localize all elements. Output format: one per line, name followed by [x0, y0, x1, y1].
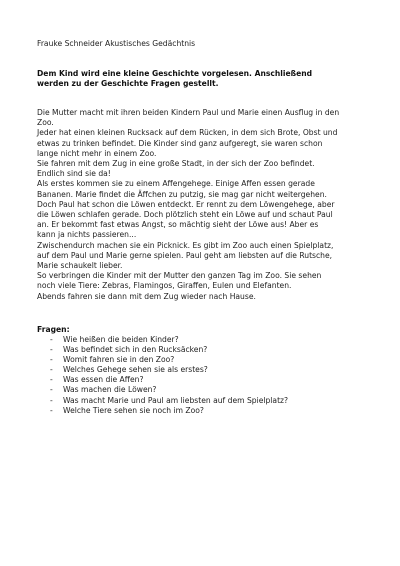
story-line: Die Mutter macht mit ihren beiden Kindern Paul und Marie einen Ausflug in den: [37, 108, 340, 117]
question-item: [50, 365, 288, 375]
list-dash: -: [50, 365, 53, 375]
question-item: [50, 406, 288, 416]
list-dash: -: [50, 405, 53, 415]
story-line: an. Er bekommt fast etwas Angst, so mächtig sieht der Löwe aus! Aber es: [37, 220, 319, 230]
story-line: auf dem Paul und Marie gerne spielen. Paul geht am liebsten auf die Rutsche,: [37, 250, 333, 260]
list-dash: -: [50, 385, 53, 395]
question-item: [50, 335, 288, 345]
story-line: Als erstes kommen sie zu einem Affengehege. Einige Affen essen gerade: [37, 179, 315, 189]
intro-line: werden zu der Geschichte Fragen gestellt.: [37, 79, 219, 88]
list-dash: -: [50, 395, 53, 405]
story-line: Zwischendurch machen sie ein Picknick. Es gibt im Zoo auch einen Spielplatz,: [37, 240, 334, 250]
question-text: Welche Tiere sehen sie noch im Zoo?: [63, 405, 204, 415]
question-item: [50, 396, 288, 406]
question-text: Was macht Marie und Paul am liebsten auf dem Spielplatz?: [63, 395, 289, 405]
story-line: Jeder hat einen kleinen Rucksack auf dem Rücken, in dem sich Brote, Obst und: [37, 128, 338, 138]
question-text: Was machen die Löwen?: [63, 385, 157, 395]
question-text: Welches Gehege sehen sie als erstes?: [63, 365, 208, 375]
questions-heading: Fragen:: [37, 325, 70, 334]
story-line: Bananen. Marie findet die Äffchen zu putzig, sie mag gar nicht weitergehen.: [37, 189, 327, 199]
question-text: Wie heißen die beiden Kinder?: [63, 335, 179, 344]
list-dash: -: [50, 355, 53, 365]
question-item: [50, 355, 288, 365]
list-dash: -: [50, 375, 53, 385]
question-item: [50, 345, 288, 355]
question-text: Was essen die Affen?: [63, 375, 144, 385]
story-line: kann ja nichts passieren...: [37, 230, 137, 240]
question-item: [50, 385, 288, 395]
question-item: [50, 375, 288, 385]
question-text: Was befindet sich in den Rucksäcken?: [63, 345, 208, 355]
story-line: Doch Paul hat schon die Löwen entdeckt. Er rennt zu dem Löwengehege, aber: [37, 199, 335, 209]
story-line: So verbringen die Kinder mit der Mutter den ganzen Tag im Zoo. Sie sehen: [37, 271, 322, 281]
author-subject-line: Frauke Schneider Akustisches Gedächtnis: [37, 39, 196, 48]
intro-instructions: [37, 69, 367, 89]
list-dash: -: [50, 335, 53, 344]
intro-line: Dem Kind wird eine kleine Geschichte vorgelesen. Anschließend: [37, 69, 313, 78]
story-line: lange nicht mehr in einem Zoo.: [37, 148, 157, 158]
story-line: etwas zu trinken befindet. Die Kinder sind ganz aufgeregt, sie waren schon: [37, 138, 323, 148]
story-line: die Löwen schlafen gerade. Doch plötzlich steht ein Löwe auf und schaut Paul: [37, 210, 333, 220]
story-line: Marie schaukelt lieber.: [37, 261, 123, 271]
story-line: Sie fahren mit dem Zug in eine große Stadt, in der sich der Zoo befindet.: [37, 159, 315, 169]
story-line: Abends fahren sie dann mit dem Zug wieder nach Hause.: [37, 291, 256, 301]
list-dash: -: [50, 345, 53, 355]
story-line: Zoo.: [37, 118, 54, 128]
story-line: Endlich sind sie da!: [37, 169, 111, 179]
question-text: Womit fahren sie in den Zoo?: [63, 355, 175, 365]
questions-list: [50, 335, 288, 416]
story-text: [37, 108, 377, 302]
story-line: noch viele Tiere: Zebras, Flamingos, Giraffen, Eulen und Elefanten.: [37, 281, 292, 291]
